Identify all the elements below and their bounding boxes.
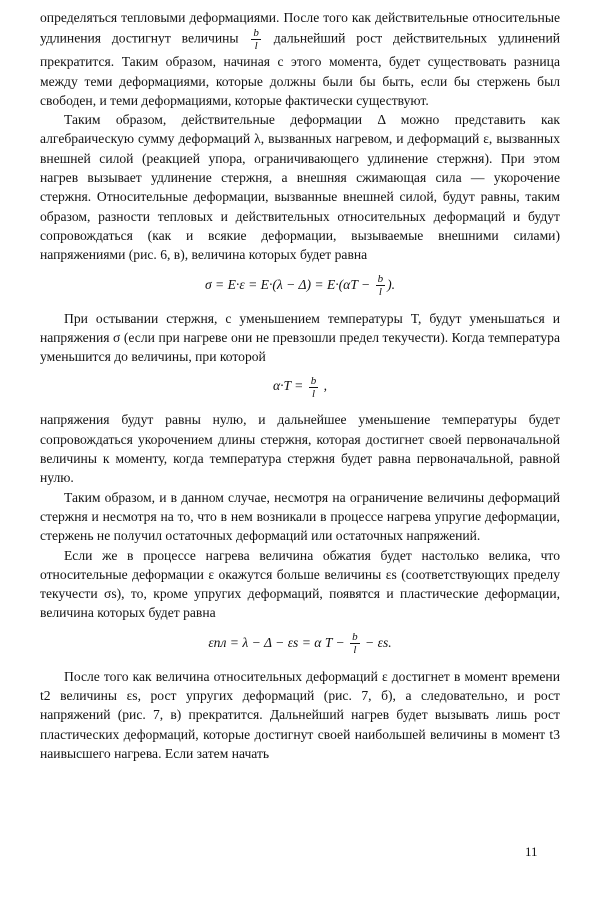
paragraph-7: После того как величина относительных деформаций ε достигнет в момент времени t2 величины εs, рост упругих деформаций (рис. 7, б), а следовательно, и рост напряжений (рис. 7, в) прекратится. Дальнейший нагрев будет вызывать лишь рост пластических деформаций, которые достигнут своей наибольшей величины в момент t3 наивысшего нагрева. Если затем начать: [40, 668, 560, 761]
formula-temperature-fraction: $\frac{b}{l}$: [310, 374, 317, 400]
document-page: [40, 8, 560, 888]
formula-plastic: εпл = λ − Δ − εs = α T − $\frac{b}{l}$ − εs.: [208, 631, 392, 657]
formula-stress-fraction: $\frac{b}{l}$: [377, 272, 384, 298]
paragraph-6: Если же в процессе нагрева величина обжатия будет настолько велика, что относительные деформации ε окажутся больше величины εs (соответствующих пределу текучести σs), то, кроме упругих деформаций, появятся и пластические деформации, величина которых будет равна: [40, 547, 560, 621]
paragraph-4: напряжения будут равны нулю, и дальнейшее уменьшение температуры будет сопровождаться укорочением длины стержня, которая достигнет своей первоначальной величины к моменту, когда температура стержня будет равна первоначальной, равной нулю.: [40, 412, 560, 486]
paragraph-3: При остывании стержня, с уменьшением температуры T, будут уменьшаться и напряжения σ (если при нагреве они не превзошли предел текучести). Когда температура уменьшится до величины, при которой: [40, 310, 560, 365]
paragraph-5: Таким образом, и в данном случае, несмотря на ограничение величины деформаций стержня и несмотря на то, что в нем возникали в процессе нагрева упругие деформации, стержень не получил остаточных деформаций или остаточных напряжений.: [40, 489, 560, 544]
fraction-b-over-l: $\frac{b}{l}$: [253, 27, 259, 53]
page-number: 11: [525, 844, 538, 859]
paragraph-1-tail: дальнейший рост действительных удлинений прекратится. Таким образом, начиная с этого момента, будет существовать разница между теми деформациями, которые должны были бы быть, если бы стержень был свободен, и теми деформациями, которые фактически существуют.: [40, 30, 560, 108]
formula-stress: σ = E·ε = E·(λ − Δ) = E·(αT − $\frac{b}{l}$ ).: [204, 272, 396, 298]
paragraph-1-text: определяться тепловыми деформациями. После того как действительные относительные удлинения достигнут величины: [40, 10, 560, 46]
paragraph-1: [40, 8, 560, 110]
formula-plastic-fraction: $\frac{b}{l}$: [352, 631, 358, 657]
formula-temperature: α·T = $\frac{b}{l}$ ,: [272, 374, 328, 400]
paragraph-2: Таким образом, действительные деформации Δ можно представить как алгебраическую сумму деформаций λ, вызванных нагревом, и деформаций ε, вызванных внешней силой (реакцией упора, ограничивающего удлинение стержня). При этом нагрев вызывает удлинение стержня, а внешняя сжимающая сила — укорочение стержня. Относительные деформации, вызванные внешней силой, будут равны, таким образом, разности тепловых и действительных относительных деформаций и будут сопровождаться (как и всякие деформации, вызываемые внешними силами) напряжениями (рис. 6, в), величина которых будет равна: [40, 112, 560, 263]
